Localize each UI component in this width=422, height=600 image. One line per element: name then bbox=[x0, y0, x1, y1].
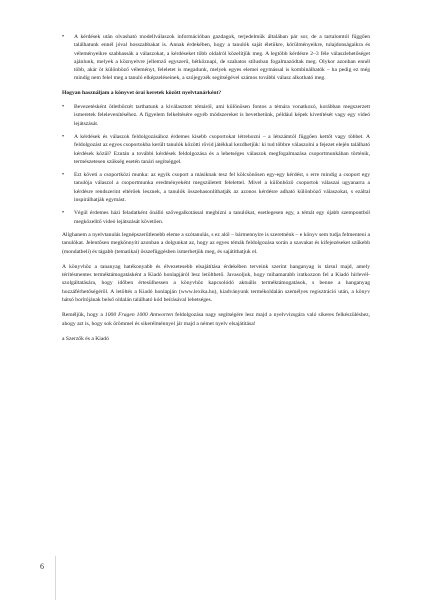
list-item-text: Bevezetésként ötletbörzét tarthatunk a kiválasztott témáról, ami különösen fontos a témára vonatkozó, korábban megszerzett ismeretek felelevenítéséhez. A figyelem felkeltésére egyéb módszereket is bevethetünk, például képek kivetítését vagy egy videó lejátszását. bbox=[74, 104, 370, 127]
paragraph-closing bbox=[62, 311, 370, 328]
section-heading: Hogyan használjam a könyvet órai keretek között nyelvtanárként? bbox=[62, 89, 222, 96]
bullet-icon: • bbox=[62, 104, 65, 111]
book-title: 1000 Fragen 1000 Antworten bbox=[104, 312, 174, 319]
bullet-icon: • bbox=[62, 34, 65, 40]
list-item-text: A kérdések után olvasható modellválaszok információban gazdagok, terjedelmük általában pár sor, de a tartalomtól függően találhatunk ennél jóval hosszabbakat is. Annak érdekében, hogy a tanulók saját életükre, körülményeikre, tulajdonságaikra és véleményeikre szabhassák a válaszokat, a kérdéseket több oldalról közelítjük meg. A legtöbb kérdésre 2–3 féle válaszlehetőséget ajánlunk, melyek a köznyelvre jellemző egyszerű, hétköznapi, de szabatos stílusban fogalmazódtak meg. Olykor azonban ennél több, akár öt különböző véleményt, feleletet is megadunk, melyek egyes elemei egymással is kombinálhatók – ha pedig ez még mindig nem felel meg a tanuló elképzeléseinek, a szójegyzék segítségével számos további válasz alkotható meg. bbox=[74, 34, 370, 82]
signature: a Szerzők és a Kiadó bbox=[62, 335, 109, 342]
list-item bbox=[62, 209, 370, 226]
paragraph-vocabulary bbox=[62, 231, 370, 256]
page-number-divider bbox=[55, 556, 56, 600]
list-item-text: Ezt követi a csoportközi munka: az egyik csoport a másiknak tesz fel kölcsönösen egy-egy kérdést, s erre mindig a csoport egy tanulója válaszol a csoportmunka eredményeként megszületett felelettel. Mivel a különböző csoportok válaszai ugyanarra a kérdésre rendszerint eltérőek lesznek, a tanulók összehasonlíthatják az azonos kérdésre adható különböző válaszokat, s ezáltal inspirálhatják egymást. bbox=[74, 172, 370, 204]
list-item bbox=[62, 33, 370, 83]
page-body bbox=[62, 33, 370, 350]
list-item bbox=[62, 133, 370, 166]
bullet-icon: • bbox=[62, 133, 65, 140]
list-item-text: Végül érdemes házi feladatként önálló szövegalkotással megbízni a tanulókat, esetlegesen egy, a témát egy újabb szempontból megközelítő videó lejátszását követően. bbox=[74, 210, 370, 225]
page-number: 6 bbox=[40, 562, 44, 571]
list-item-text: A kérdések és válaszok feldolgozásához érdemes kisebb csoportokat létrehozni – a létszámtól függően kettőt vagy többet. A feldolgozást az egyes csoportokba került tanulók közötti rövid játékkal kezdhetjük: ki tud többre válaszolni a fejezet elején található kérdések közül? Ezután a további kérdések feldolgozása és a lehetséges válaszok megfogalmazása csoportmunkában történik, természetesen szükség esetén tanári segítséggel. bbox=[74, 133, 370, 165]
bullet-list-classroom bbox=[62, 103, 370, 226]
paragraph-audio bbox=[62, 263, 370, 304]
paragraph-text: Alighanem a nyelvtanulás legnépszerűtlenebb eleme a szótanulás, s ez alól – bármennyire is szeretnénk – e könyv sem tudja felmenteni a tanulókat. Jelentősen megkönnyíti azonban a dolgunkat az, hogy az egyes témák feldolgozása során a szavakat és kifejezéseket szűkebb (mondatbeli) és tágabb (tematikai) összefüggésben ismerhetjük meg, és sajátíthatjuk el. bbox=[62, 231, 370, 255]
bullet-icon: • bbox=[62, 210, 65, 217]
bullet-list-intro bbox=[62, 33, 370, 83]
list-item bbox=[62, 171, 370, 204]
list-item bbox=[62, 103, 370, 128]
paragraph-text: feldolgozása nagy segítségére lesz majd a nyelvvizsgára való sikeres felkészüléshez, ahogy azt is, hogy sok örömmel és sikerélménnyel jár majd a német nyelv elsajátítása! bbox=[62, 312, 371, 327]
paragraph-text: A könyvhöz a tananyag hatékonyabb és élvezetesebb elsajátítása érdekében terveink szerint hanganyag is társul majd, amely térítésmentes terméktámogatásként a Kiadó honlapjáról lesz letölthető. Javasoljuk, hogy mihamarabb iratkozzon fel a Kiadó hírlevél-szolgáltatására, hogy időben értesülhessen a könyvhöz kapcsolódó aktuális terméktámogatások, s benne a hanganyag hozzáférhetőségéről. A letöltés a Kiadó honlapján (www.lexika.hu), kiadványunk termékoldalán személyes regisztráció után, a könyv hátsó borítójának belső oldalán található kód beírásával lehetséges. bbox=[62, 263, 370, 304]
bullet-icon: • bbox=[62, 172, 65, 179]
paragraph-text: Reméljük, hogy a bbox=[62, 312, 105, 319]
